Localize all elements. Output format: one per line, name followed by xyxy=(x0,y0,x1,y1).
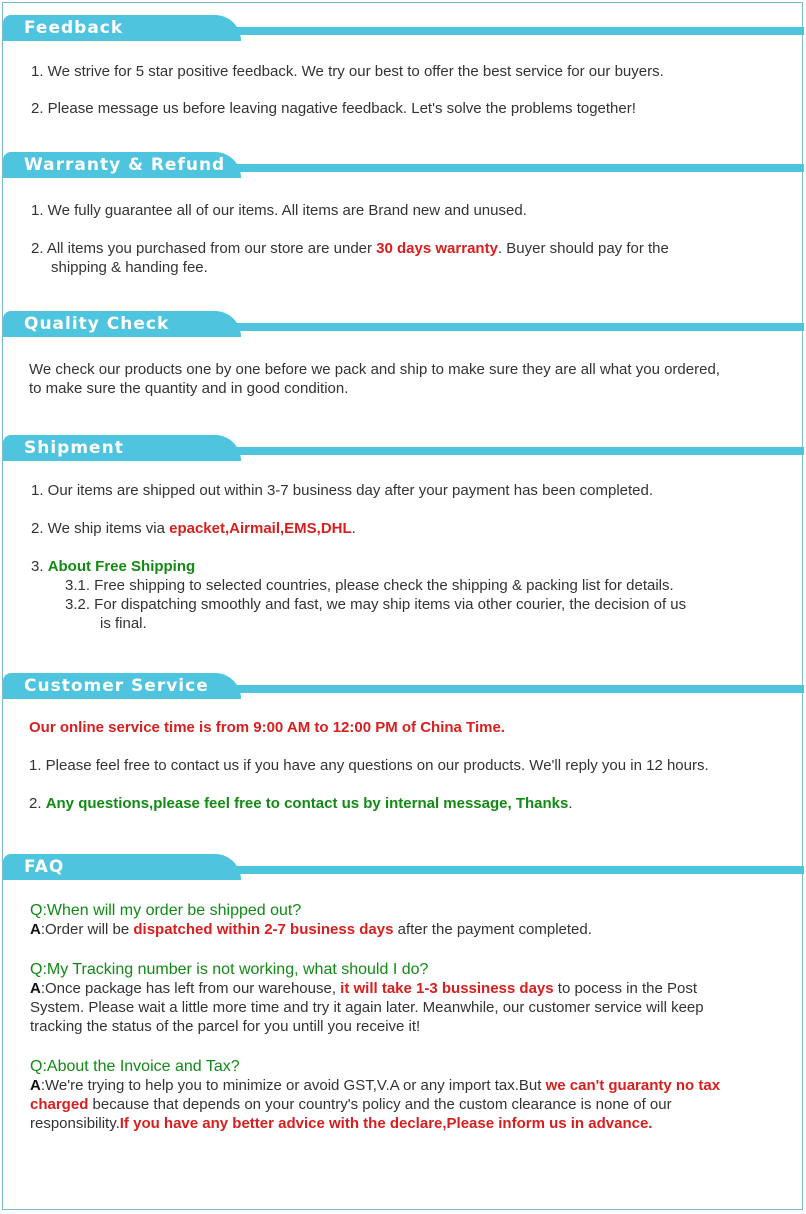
warranty-item-2: 2. All items you purchased from our store are under 30 days warranty. Buyer should pay for the xyxy=(31,240,669,257)
shipment-sub-1: 3.1. Free shipping to selected countries, please check the shipping & packing list for details. xyxy=(65,577,674,594)
faq-answer-2: A:Once package has left from our warehouse, it will take 1-3 bussiness days to pocess in the Post xyxy=(30,980,698,997)
faq-answer-2-line-3: tracking the status of the parcel for you untill you receive it! xyxy=(30,1018,421,1035)
policy-panel xyxy=(2,2,803,1210)
shipment-item-1: 1. Our items are shipped out within 3-7 business day after your payment has been completed. xyxy=(31,482,654,499)
quality-title: Quality Check xyxy=(24,314,170,334)
shipment-header xyxy=(3,435,804,461)
service-header xyxy=(3,673,804,699)
service-hours: Our online service time is from 9:00 AM to 12:00 PM of China Time. xyxy=(29,719,505,736)
faq-answer-1: A:Order will be dispatched within 2-7 business days after the payment completed. xyxy=(30,921,592,938)
feedback-item-1: 1. We strive for 5 star positive feedback. We try our best to offer the best service for our buyers. xyxy=(31,63,664,80)
service-contact-note: Any questions,please feel free to contact us by internal message, Thanks xyxy=(45,795,569,812)
warranty-section xyxy=(3,152,804,276)
faq-answer-3-line-3: responsibility.If you have any better advice with the declare,Please inform us in advance. xyxy=(30,1115,653,1132)
faq-answer-3: A:We're trying to help you to minimize or avoid GST,V.A or any import tax.But we can't guaranty no tax xyxy=(30,1077,721,1094)
shipment-item-2: 2. We ship items via epacket,Airmail,EMS,DHL. xyxy=(31,520,356,537)
free-shipping-heading: About Free Shipping xyxy=(47,558,196,575)
feedback-section xyxy=(3,15,804,117)
faq-section xyxy=(3,854,804,1132)
faq-answer-2-line-2: System. Please wait a little more time and try it again later. Meanwhile, our customer service will keep xyxy=(30,999,704,1016)
quality-header xyxy=(3,311,804,337)
shipment-item-3: 3. About Free Shipping xyxy=(31,558,196,575)
feedback-item-2: 2. Please message us before leaving nagative feedback. Let's solve the problems together! xyxy=(31,100,636,117)
faq-question-2: Q:My Tracking number is not working, what should I do? xyxy=(30,961,429,978)
shipment-carriers: epacket,Airmail,EMS,DHL xyxy=(169,520,352,537)
faq-question-1: Q:When will my order be shipped out? xyxy=(30,902,302,919)
feedback-header xyxy=(3,15,804,41)
quality-section xyxy=(3,311,804,397)
feedback-title: Feedback xyxy=(24,18,124,38)
quality-line-2: to make sure the quantity and in good condition. xyxy=(29,380,349,397)
shipment-title: Shipment xyxy=(24,438,124,458)
service-title: Customer Service xyxy=(24,676,209,696)
warranty-highlight: 30 days warranty xyxy=(376,240,498,257)
warranty-title: Warranty & Refund xyxy=(24,155,226,175)
shipment-sub-2-cont: is final. xyxy=(100,615,147,632)
warranty-header xyxy=(3,152,804,178)
faq-title: FAQ xyxy=(24,857,65,877)
warranty-item-2-cont: shipping & handing fee. xyxy=(51,259,208,276)
shipment-sub-2: 3.2. For dispatching smoothly and fast, we may ship items via other courier, the decision of us xyxy=(65,596,687,613)
service-section xyxy=(3,673,804,812)
quality-line-1: We check our products one by one before we pack and ship to make sure they are all what you ordered, xyxy=(29,361,720,378)
faq-answer-3-line-2: charged because that depends on your country's policy and the custom clearance is none of our xyxy=(30,1096,672,1113)
service-item-2: 2. Any questions,please feel free to contact us by internal message, Thanks. xyxy=(29,795,573,812)
warranty-item-1: 1. We fully guarantee all of our items. All items are Brand new and unused. xyxy=(31,202,527,219)
shipment-section xyxy=(3,435,804,632)
faq-question-3: Q:About the Invoice and Tax? xyxy=(30,1058,240,1075)
faq-header xyxy=(3,854,804,880)
service-item-1: 1. Please feel free to contact us if you have any questions on our products. We'll reply you in 12 hours. xyxy=(29,757,709,774)
